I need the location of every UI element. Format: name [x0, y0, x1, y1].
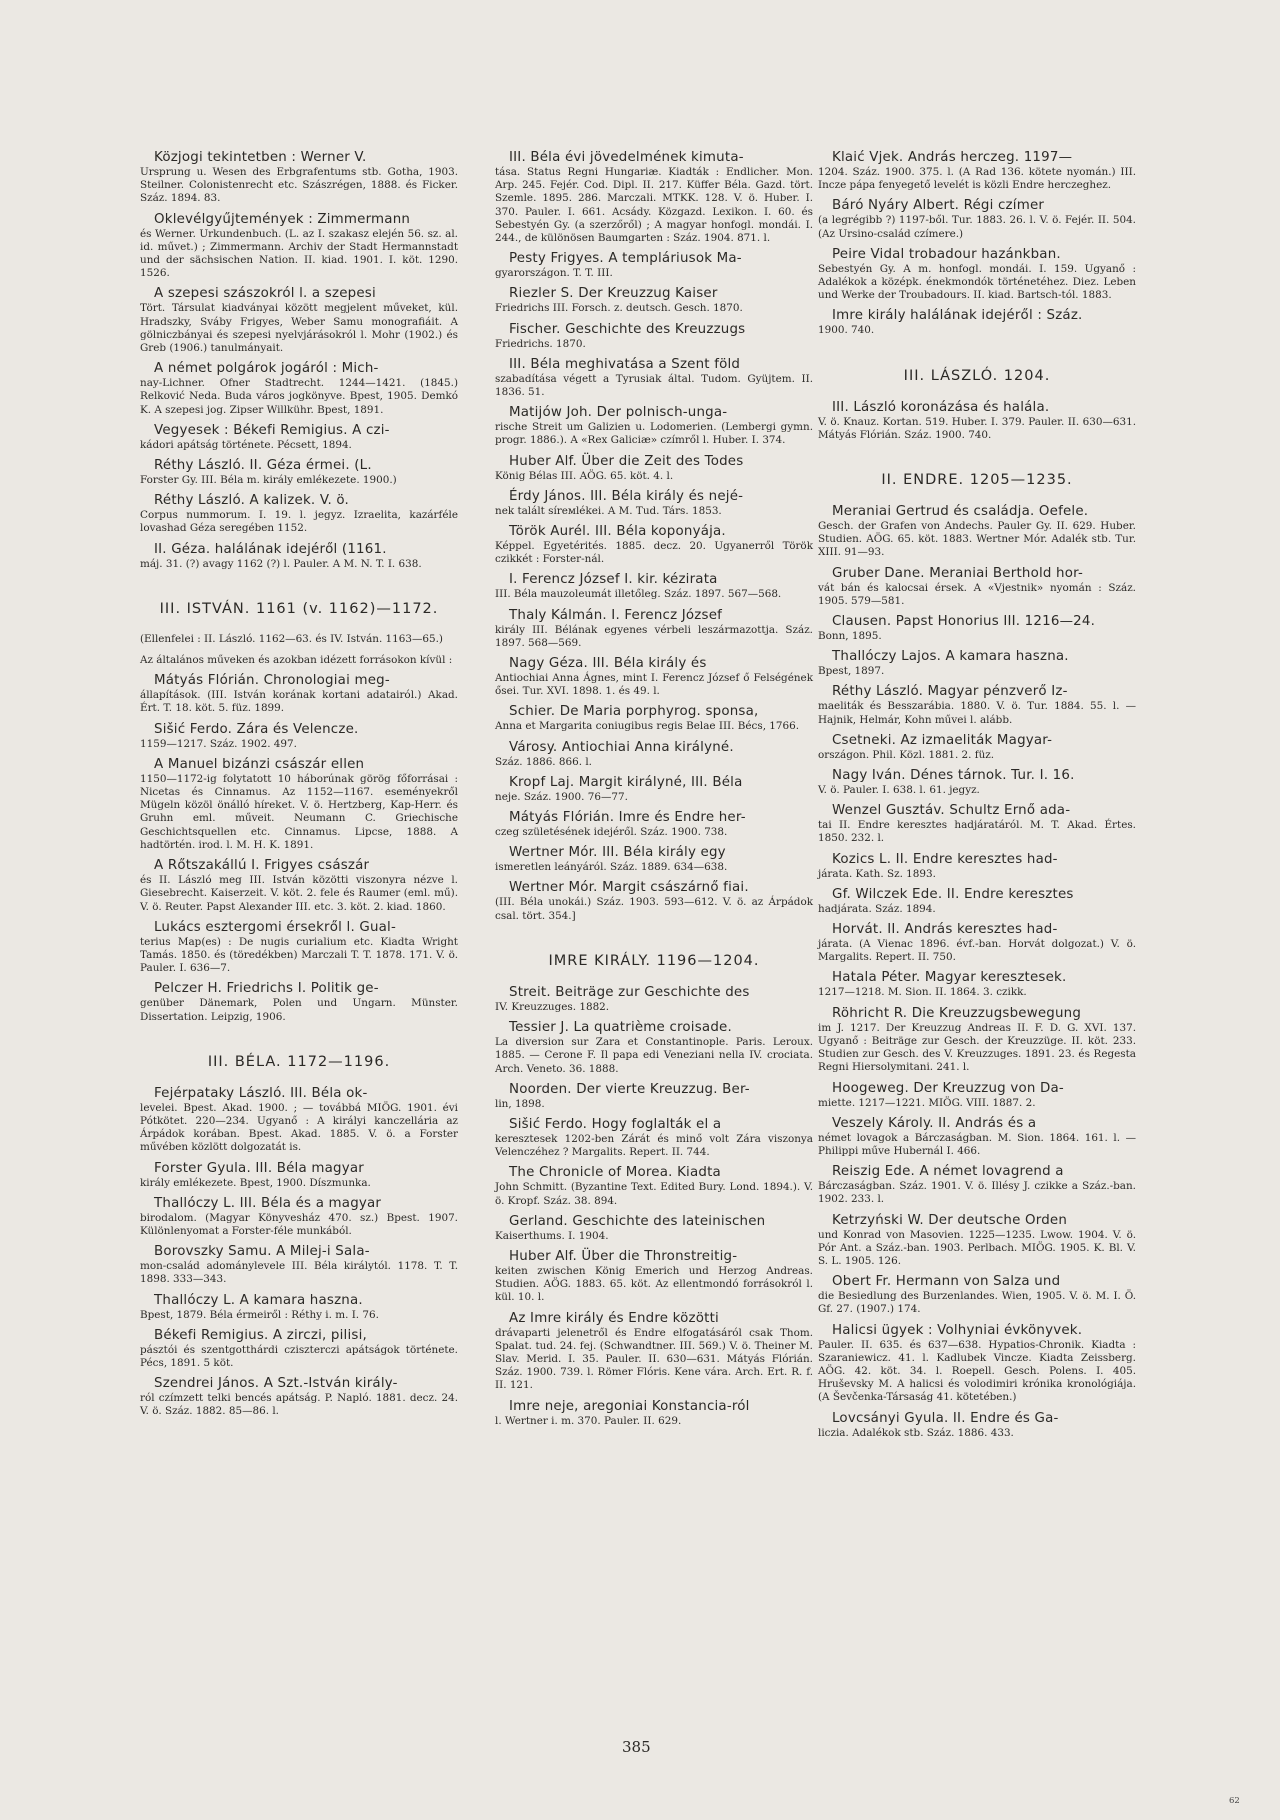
entry-heading: Imre neje, aregoniai Konstancia-ról	[509, 1398, 750, 1414]
entry-heading: Lovcsányi Gyula. II. Endre és Ga-	[832, 1410, 1059, 1426]
entry-heading: Thallóczy L. III. Béla és a magyar	[154, 1195, 382, 1211]
bibliography-entry	[495, 775, 813, 804]
entry-heading: Kropf Laj. Margit királyné, III. Béla	[509, 774, 743, 790]
entry-heading: Csetneki. Az izmaeliták Magyar-	[832, 732, 1053, 748]
entries-endre	[818, 504, 1136, 1440]
entry-heading: Riezler S. Der Kreuzzug Kaiser	[509, 286, 718, 302]
bibliography-entry	[495, 740, 813, 769]
entry-heading: Lukács esztergomi érsekről l. Gual-	[154, 919, 396, 935]
entry-heading: Meraniai Gertrud és családja. Oefele.	[832, 504, 1089, 520]
entry-heading: Érdy János. III. Béla király és nejé-	[509, 488, 744, 504]
entry-body: 1159—1217. Száz. 1902. 497.	[140, 737, 297, 750]
istvan-intro: Az általános műveken és azokban idézett forrásokon kívül :	[140, 654, 453, 667]
entry-body: Kaiserthums. I. 1904.	[495, 1229, 609, 1242]
entry-body: genüber Dänemark, Polen und Ungarn. Münster. Dissertation. Leipzig, 1906.	[140, 997, 458, 1023]
bibliography-entry	[140, 1086, 458, 1155]
entry-body: Anna et Margarita coniugibus regis Belae III. Bécs, 1766.	[495, 720, 800, 733]
entry-heading: A Manuel bizánzi császár ellen	[154, 756, 365, 772]
entry-body: király emlékezete. Bpest, 1900. Díszmunka.	[140, 1176, 371, 1189]
bibliography-entry	[818, 308, 1136, 337]
entry-heading: Clausen. Papst Honorius III. 1216—24.	[832, 614, 1096, 630]
bibliography-entry	[140, 542, 458, 571]
entry-heading: Röhricht R. Die Kreuzzugsbewegung	[832, 1005, 1082, 1021]
entry-heading: Huber Alf. Über die Zeit des Todes	[509, 453, 744, 469]
entry-heading: III. László koronázása és halála.	[832, 399, 1050, 415]
bibliography-entry	[818, 1323, 1136, 1405]
bibliography-entry	[818, 1006, 1136, 1075]
bibliography-entry	[495, 1249, 813, 1305]
entry-body: birodalom. (Magyar Könyvesház 470. sz.) Bpest. 1907. Különlenyomat a Forster-féle munkából.	[140, 1211, 458, 1237]
entry-body: gyarországon. T. T. III.	[495, 267, 613, 280]
entry-heading: Réthy László. A kalizek. V. ö.	[154, 493, 349, 509]
entry-body: Bpest, 1897.	[818, 665, 885, 678]
entry-heading: Forster Gyula. III. Béla magyar	[154, 1160, 364, 1176]
entry-body: 1900. 740.	[818, 324, 875, 337]
entry-heading: Sišić Ferdo. Hogy foglalták el a	[509, 1116, 722, 1132]
entry-body: mon-család adománylevele III. Béla királytól. 1178. T. T. 1898. 333—343.	[140, 1260, 458, 1286]
entry-body: Gesch. der Grafen von Andechs. Pauler Gy. II. 629. Huber. Studien. AÖG. 65. köt. 1883. Wertner Mór. Adalék stb. Tur. XIII. 91—93.	[818, 520, 1136, 559]
entry-body: 1217—1218. M. Sion. II. 1864. 3. czikk.	[818, 986, 1027, 999]
bibliography-entry	[495, 1082, 813, 1111]
istvan-note: (Ellenfelei : II. László. 1162—63. és IV. István. 1163—65.)	[140, 632, 443, 645]
entry-heading: I. Ferencz József I. kir. kézirata	[509, 572, 718, 588]
entry-body: czeg születésének idejéről. Száz. 1900. 738.	[495, 826, 728, 839]
entry-heading: Klaić Vjek. András herczeg. 1197—	[832, 150, 1073, 165]
bibliography-entry	[140, 1376, 458, 1418]
bibliography-entry	[140, 361, 458, 417]
bibliography-entry	[495, 1311, 813, 1393]
entry-body: und Konrad von Masovien. 1225—1235. Lwow. 1904. V. ö. Pór Ant. a Száz.-ban. 1903. Perlbach. MIÖG. 1905. K. Bl. V. S. L. 1905. 126.	[818, 1228, 1136, 1267]
entry-body: vát bán és kalocsai érsek. A «Vjestnik» nyomán : Száz. 1905. 579—581.	[818, 581, 1136, 607]
entry-body: John Schmitt. (Byzantine Text. Edited Bury. Lond. 1894.). V. ö. Kropf. Száz. 38. 894.	[495, 1181, 813, 1207]
entry-heading: Pelczer H. Friedrichs I. Politik ge-	[154, 981, 379, 997]
entry-heading: Imre király halálának idejéről : Száz.	[832, 308, 1083, 324]
entry-heading: Mátyás Flórián. Chronologiai meg-	[154, 673, 390, 689]
bibliography-entry	[495, 1020, 813, 1076]
entry-heading: Gruber Dane. Meraniai Berthold hor-	[832, 565, 1084, 581]
entry-body: Bonn, 1895.	[818, 630, 882, 643]
bibliography-entry	[495, 845, 813, 874]
column-1	[140, 150, 458, 1425]
entry-body: keiten zwischen König Emerich und Herzog Andreas. Studien. AÖG. 1883. 65. köt. Az ellentmondó forrásokról l. kül. 10. l.	[495, 1264, 813, 1304]
bibliography-entry	[818, 768, 1136, 797]
entry-heading: The Chronicle of Morea. Kiadta	[509, 1165, 721, 1181]
entry-heading: Török Aurél. III. Béla koponyája.	[509, 524, 726, 540]
entry-body: járata. Kath. Sz. 1893.	[818, 867, 936, 880]
bibliography-entry	[140, 423, 458, 452]
entry-heading: Wertner Mór. III. Béla király egy	[509, 845, 726, 861]
entry-heading: Matijów Joh. Der polnisch-unga-	[509, 405, 728, 421]
bibliography-entry	[495, 405, 813, 447]
entry-heading: Vegyesek : Békefi Remigius. A czi-	[154, 422, 390, 438]
bibliography-entry	[140, 1161, 458, 1190]
bibliography-entry	[495, 286, 813, 315]
bibliography-entry	[495, 880, 813, 922]
bibliography-entry	[818, 803, 1136, 845]
entry-body: Friedrichs III. Forsch. z. deutsch. Gesch. 1870.	[495, 302, 743, 315]
column-2	[495, 150, 813, 1434]
bibliography-entry	[818, 1411, 1136, 1440]
section-heading-laszlo: III. LÁSZLÓ. 1204.	[903, 367, 1051, 384]
entries-imre	[495, 985, 813, 1428]
entry-body: és II. László meg III. István közötti viszonyra nézve l. Giesebrecht. Kaiserzeit. V. köt. 2. fele és Raumer (eml. mű). V. ö. Reuter. Papst Alexander III. etc. 3. köt. 2. kiad. 1860.	[140, 874, 458, 913]
entry-heading: Sišić Ferdo. Zára és Velencze.	[154, 721, 359, 737]
bibliography-entry	[495, 1399, 813, 1428]
entries-bela-cont	[495, 150, 813, 923]
entry-body: König Bélas III. AÖG. 65. köt. 4. l.	[495, 469, 674, 482]
entry-heading: Mátyás Flórián. Imre és Endre her-	[509, 810, 746, 826]
entry-heading: Gerland. Geschichte des lateinischen	[509, 1213, 766, 1229]
entry-heading: Hoogeweg. Der Kreuzzug von Da-	[832, 1080, 1064, 1096]
entry-heading: Thallóczy Lajos. A kamara haszna.	[832, 649, 1069, 665]
entry-body: IV. Kreuzzuges. 1882.	[495, 1000, 610, 1013]
entry-body: ról czímzett telki bencés apátság. P. Napló. 1881. decz. 24. V. ö. Száz. 1882. 85—86. l.	[140, 1392, 458, 1418]
entry-heading: Báró Nyáry Albert. Régi czímer	[832, 198, 1045, 214]
bibliography-entry	[140, 1293, 458, 1322]
entry-heading: Tessier J. La quatrième croisade.	[509, 1020, 732, 1036]
entry-heading: Wenzel Gusztáv. Schultz Ernő ada-	[832, 803, 1071, 819]
bibliography-entry	[495, 1117, 813, 1159]
bibliography-entry	[818, 566, 1136, 608]
entry-heading: Schier. De Maria porphyrog. sponsa,	[509, 704, 759, 720]
bibliography-entry	[140, 757, 458, 852]
entry-heading: Reiszig Ede. A német lovagrend a	[832, 1164, 1064, 1180]
entry-heading: Pesty Frigyes. A templáriusok Ma-	[509, 251, 742, 267]
bibliography-entry	[140, 150, 458, 206]
entry-body: Corpus nummorum. I. 19. l. jegyz. Izraelita, kazárféle lovashad Géza seregében 1152.	[140, 509, 458, 535]
entry-heading: A német polgárok jogáról : Mich-	[154, 361, 379, 377]
bibliography-entry	[495, 322, 813, 351]
bibliography-entry	[140, 458, 458, 487]
bibliography-entry	[140, 981, 458, 1023]
entry-body: szabadítása végett a Tyrusiak által. Tudom. Gyüjtem. II. 1836. 51.	[495, 372, 813, 399]
bibliography-entry	[140, 1196, 458, 1238]
bibliography-entry	[495, 489, 813, 518]
section-heading-imre: IMRE KIRÁLY. 1196—1204.	[548, 952, 760, 969]
bibliography-entry	[495, 150, 813, 245]
entry-body: Bpest, 1879. Béla érmeiről : Réthy i. m. I. 76.	[140, 1308, 379, 1321]
entry-body: Antiochiai Anna Ágnes, mint I. Ferencz József ő Felségének ősei. Tur. XVI. 1898. 1. és 49. l.	[495, 672, 813, 698]
entry-body: Bárczaságban. Száz. 1901. V. ö. Illésy J. czikke a Száz.-ban. 1902. 233. l.	[818, 1180, 1136, 1206]
bibliography-entry	[818, 649, 1136, 678]
entries-kozjogi	[140, 150, 458, 571]
entry-heading: Szendrei János. A Szt.-István király-	[154, 1376, 398, 1392]
entry-body: maeliták és Besszarábia. 1880. V. ö. Tur. 1884. 55. l. — Hajnik, Helmár, Kohn művei l. alább.	[818, 700, 1136, 726]
entry-heading: Thaly Kálmán. I. Ferencz József	[509, 607, 723, 623]
entry-heading: Oklevélgyűjtemények : Zimmermann	[154, 211, 411, 227]
bibliography-entry	[818, 1274, 1136, 1316]
bibliography-entry	[818, 887, 1136, 916]
entry-body: 1204. Száz. 1900. 375. l. (A Rad 136. kötete nyomán.) III. Incze pápa fenyegető levelét is közli Endre herczeghez.	[818, 166, 1136, 192]
entry-heading: Noorden. Der vierte Kreuzzug. Ber-	[509, 1081, 750, 1097]
bibliography-entry	[818, 400, 1136, 442]
entry-heading: Horvát. II. András keresztes had-	[832, 922, 1058, 938]
bibliography-entry	[495, 656, 813, 698]
entry-heading: III. Béla meghivatása a Szent föld	[509, 356, 741, 372]
entry-body: drávaparti jelenetről és Endre elfogatásáról csak Thom. Spalat. tud. 24. fej. (Schwandtner. III. 569.) V. ö. Theiner M. Slav. Merid. I. 35. Pauler. II. 630—631. Mátyás Flórián. Száz. 1900. 739. l. Römer Flóris. Kene vára. Arch. Ert. R. f. II. 121.	[495, 1326, 813, 1392]
entry-body: III. Béla mauzoleumát illetőleg. Száz. 1897. 567—568.	[495, 588, 782, 601]
entry-body: Sebestyén Gy. A m. honfogl. mondái. I. 159. Ugyanő : Adalékok a középk. énekmondók történetéhez. Diez. Leben und Werke der Troubadours. II. kiad. Bartsch-tól. 1883.	[818, 262, 1136, 302]
entry-body: La diversion sur Zara et Constantinople. Paris. Leroux. 1885. — Cerone F. Il papa edi Veneziani nella IV. crociata. Arch. Veneto. 36. 1888.	[495, 1036, 813, 1075]
entry-body: V. ö. Knauz. Kortan. 519. Huber. I. 379. Pauler. II. 630—631. Mátyás Flórián. Száz. 1900. 740.	[818, 415, 1136, 441]
entry-heading: Ketrzyński W. Der deutsche Orden	[832, 1212, 1068, 1228]
entry-heading: Streit. Beiträge zur Geschichte des	[509, 984, 750, 1000]
bibliography-entry	[495, 985, 813, 1014]
entry-heading: III. Béla évi jövedelmének kimuta-	[509, 150, 744, 165]
entry-body: terius Map(es) : De nugis curialium etc. Kiadta Wright Tamás. 1850. és (töredékben) Marczali T. T. 1878. 171. V. ö. Pauler. I. 636—7.	[140, 935, 458, 975]
entry-heading: Városy. Antiochiai Anna királyné.	[509, 739, 734, 755]
entries-imre-cont	[818, 150, 1136, 338]
entry-heading: Peire Vidal trobadour hazánkban.	[832, 246, 1061, 262]
entry-heading: Gf. Wilczek Ede. II. Endre keresztes	[832, 886, 1074, 902]
bibliography-entry	[818, 504, 1136, 560]
column-3	[818, 150, 1136, 1446]
bibliography-entry	[140, 673, 458, 715]
entry-body: keresztesek 1202-ben Zárát és minő volt Zára viszonya Velenczéhez ? Margalits. Repert. II. 744.	[495, 1132, 813, 1159]
entry-heading: II. Géza. halálának idejéről (1161.	[154, 541, 387, 557]
bibliography-entry	[140, 920, 458, 976]
bibliography-entry	[818, 198, 1136, 240]
entry-body: Friedrichs. 1870.	[495, 337, 586, 350]
bibliography-entry	[818, 1213, 1136, 1269]
entry-heading: Hatala Péter. Magyar keresztesek.	[832, 970, 1067, 986]
entry-heading: Réthy László. Magyar pénzverő Iz-	[832, 684, 1068, 700]
entry-body: miette. 1217—1221. MIÖG. VIII. 1887. 2.	[818, 1096, 1036, 1109]
entry-heading: Az Imre király és Endre közötti	[509, 1310, 719, 1326]
entry-heading: Obert Fr. Hermann von Salza und	[832, 1274, 1061, 1290]
entry-body: tai II. Endre keresztes hadjáratáról. M. T. Akad. Értes. 1850. 232. l.	[818, 819, 1136, 845]
entry-body: (III. Béla unokái.) Száz. 1903. 593—612. V. ö. az Árpádok csal. tört. 354.]	[495, 896, 813, 922]
entry-body: levelei. Bpest. Akad. 1900. ; — továbbá MIÖG. 1901. évi Pótkötet. 220—234. Ugyanő : A királyi kanczellária az Árpádok korában. Bpest. Akad. 1885. V. ö. a Forster művében közlött dolgozatát is.	[140, 1101, 458, 1154]
entry-body: tása. Status Regni Hungariæ. Kiadták : Endlicher. Mon. Arp. 245. Fejér. Cod. Dipl. II. 217. Küffer Béla. Gazd. tört. Szemle. 1895. 286. Marczali. MTKK. 128. V. ö. Huber. I. 370. Pauler. I. 661. Acsády. Közgazd. Lexikon. I. 60. és Sebestyén Gy. (a szerzőről) ; A magyar honfogl. mondái. I. 244., de különösen Baumgarten : Száz. 1904. 871. l.	[495, 166, 813, 245]
entry-body: Pauler. II. 635. és 637—638. Hypatios-Chronik. Kiadta : Szaraniewicz. 41. l. Kadlubek Vincze. Kiadta Zeissberg. AÖG. 42. köt. 34. l. Roepell. Gesch. Polens. I. 405. Hruševsky M. A halicsi és volodimiri krónika kronológiája. (A Ševčenka-Társaság 41. kötetében.)	[818, 1338, 1136, 1404]
entries-bela	[140, 1086, 458, 1419]
entry-heading: Huber Alf. Über die Thronstreitig-	[509, 1248, 738, 1264]
entries-laszlo	[818, 400, 1136, 442]
bibliography-entry	[495, 251, 813, 280]
bibliography-entry	[818, 150, 1136, 192]
bibliography-entry	[495, 704, 813, 733]
bibliography-entry	[818, 1164, 1136, 1206]
entry-body: ismeretlen leányáról. Száz. 1889. 634—638.	[495, 861, 728, 874]
bibliography-entry	[140, 858, 458, 914]
entry-heading: A Rőtszakállú I. Frigyes császár	[154, 858, 370, 874]
bibliography-entry	[495, 608, 813, 650]
bibliography-entry	[818, 922, 1136, 964]
entry-body: máj. 31. (?) avagy 1162 (?) l. Pauler. A M. N. T. I. 638.	[140, 557, 422, 570]
bibliography-entry	[495, 1165, 813, 1207]
section-heading-istvan: III. ISTVÁN. 1161 (v. 1162)—1172.	[159, 600, 439, 617]
bibliography-entry	[140, 1328, 458, 1370]
entries-istvan	[140, 673, 458, 1023]
entry-body: Képpel. Egyetérités. 1885. decz. 20. Ugyanerről Török czikkét : Forster-nál.	[495, 540, 813, 566]
entry-body: pásztói és szentgotthárdi cziszterczi apátságok története. Pécs, 1891. 5 köt.	[140, 1343, 458, 1369]
entry-heading: Nagy Iván. Dénes tárnok. Tur. I. 16.	[832, 768, 1075, 784]
entry-body: die Besiedlung des Burzenlandes. Wien, 1905. V. ö. M. I. Ö. Gf. 27. (1907.) 174.	[818, 1290, 1136, 1316]
entry-heading: Borovszky Samu. A Milej-i Sala-	[154, 1244, 370, 1260]
entry-body: járata. (A Vienac 1896. évf.-ban. Horvát dolgozat.) V. ö. Margalits. Repert. II. 750.	[818, 938, 1136, 964]
bibliography-entry	[495, 1214, 813, 1243]
bibliography-entry	[818, 684, 1136, 726]
entry-body: országon. Phil. Közl. 1881. 2. füz.	[818, 748, 995, 761]
entry-body: V. ö. Pauler. I. 638. l. 61. jegyz.	[818, 784, 980, 797]
entry-body: l. Wertner i. m. 370. Pauler. II. 629.	[495, 1414, 682, 1427]
bibliography-entry	[818, 247, 1136, 303]
bibliography-entry	[495, 357, 813, 399]
entry-heading: A szepesi szászokról l. a szepesi	[154, 286, 376, 302]
entry-heading: Halicsi ügyek : Volhyniai évkönyvek.	[832, 1322, 1083, 1338]
entry-body: állapítások. (III. István korának kortani adatairól.) Akad. Ért. T. 18. köt. 5. füz. 1899.	[140, 689, 458, 715]
entry-heading: Fejérpataky László. III. Béla ok-	[154, 1085, 368, 1101]
entry-body: im J. 1217. Der Kreuzzug Andreas II. F. D. G. XVI. 137. Ugyanő : Beiträge zur Gesch. der Kreuzzüge. II. köt. 233. Studien zur Gesch. des V. Kreuzzuges. 1891. 23. és Regesta Regni Hiersolymitani. 241. l.	[818, 1021, 1136, 1074]
entry-body: Ursprung u. Wesen des Erbgrafentums stb. Gotha, 1903. Steilner. Colonistenrecht etc. Szászrégen, 1888. és Ficker. Száz. 1894. 83.	[140, 166, 458, 205]
bibliography-entry	[818, 852, 1136, 881]
entry-body: liczia. Adalékok stb. Száz. 1886. 433.	[818, 1426, 1014, 1439]
entry-heading: Veszely Károly. II. András és a	[832, 1115, 1037, 1131]
bibliography-entry	[495, 524, 813, 566]
entry-body: Forster Gy. III. Béla m. király emlékezete. 1900.)	[140, 474, 397, 487]
entry-body: és Werner. Urkundenbuch. (L. az I. szakasz elején 56. sz. al. id. művet.) ; Zimmermann. Archiv der Stadt Hermannstadt und der sächsischen Nation. II. kiad. 1901. I. köt. 1290. 1526.	[140, 227, 458, 280]
entry-heading: Nagy Géza. III. Béla király és	[509, 656, 707, 672]
entry-heading: Békefi Remigius. A zirczi, pilisi,	[154, 1327, 367, 1343]
bibliography-entry	[818, 1081, 1136, 1110]
entry-body: nek talált sírемlékei. A M. Tud. Társ. 1853.	[495, 504, 722, 517]
entry-body: kádori apátság története. Pécsett, 1894.	[140, 438, 352, 451]
entry-body: nay-Lichner. Ofner Stadtrecht. 1244—1421. (1845.) Relković Neda. Buda város jogkönyve. Bpest, 1905. Demkó K. A szepesi jog. Zipser Willkühr. Bpest, 1891.	[140, 377, 458, 416]
bibliography-entry	[818, 1116, 1136, 1158]
sheet-number: 62	[1229, 1796, 1240, 1806]
entry-body: hadjárata. Száz. 1894.	[818, 902, 936, 915]
entry-body: lin, 1898.	[495, 1097, 545, 1110]
bibliography-entry	[140, 212, 458, 281]
entry-body: rische Streit um Galizien u. Lodomerien. (Lembergi gymn. progr. 1886.). A «Rex Galiciæ» czímről l. Huber. I. 374.	[495, 421, 813, 447]
entry-body: neje. Száz. 1900. 76—77.	[495, 790, 628, 803]
section-heading-bela: III. BÉLA. 1172—1196.	[207, 1053, 391, 1070]
section-heading-endre: II. ENDRE. 1205—1235.	[881, 472, 1073, 489]
entry-body: német lovagok a Bárczaságban. M. Sion. 1864. 161. l. — Philippi műve Hubernál I. 466.	[818, 1131, 1136, 1157]
entry-heading: Wertner Mór. Margit császárnő fiai.	[509, 880, 749, 896]
bibliography-entry	[818, 970, 1136, 999]
entry-body: Száz. 1886. 866. l.	[495, 755, 592, 768]
bibliography-entry	[140, 1244, 458, 1286]
entry-body: Tört. Társulat kiadványai között megjelent műveket, kül. Hradszky, Sváby Frigyes, Weber Samu monografiáit. A gölniczbányai és szepesi nyelvjárásokról l. Mohr (1902.) és Greb (1906.) tanulmányait.	[140, 302, 458, 355]
entry-body: (a legrégibb ?) 1197-ből. Tur. 1883. 26. l. V. ö. Fejér. II. 504. (Az Ursino-család czímere.)	[818, 214, 1136, 240]
bibliography-entry	[495, 572, 813, 601]
entry-heading: Kozics L. II. Endre keresztes had-	[832, 851, 1058, 867]
entry-heading: Thallóczy L. A kamara haszna.	[154, 1292, 363, 1308]
bibliography-entry	[818, 733, 1136, 762]
entry-heading: Közjogi tekintetben : Werner V.	[154, 150, 367, 165]
entry-body: király III. Bélának egyenes vérbeli leszármazottja. Száz. 1897. 568—569.	[495, 623, 813, 649]
entry-heading: Fischer. Geschichte des Kreuzzugs	[509, 321, 746, 337]
bibliography-entry	[140, 722, 458, 751]
entry-heading: Réthy László. II. Géza érmei. (L.	[154, 458, 372, 474]
bibliography-entry	[495, 454, 813, 483]
bibliography-entry	[140, 286, 458, 355]
page-number: 385	[622, 1738, 651, 1756]
bibliography-entry	[495, 810, 813, 839]
bibliography-entry	[818, 614, 1136, 643]
bibliography-entry	[140, 493, 458, 535]
entry-body: 1150—1172-ig folytatott 10 háborúnak görög főforrásai : Nicetas és Cinnamus. Az 1152—1167. eseményekről Mügeln közöl önálló híreket. V. ö. Hertzberg, Kap-Herr. és Gruhn eml. műveit. Neumann C. Griechische Geschichtsquellen etc. Cinnamus. Lipcse, 1888. A hadtörtén. irod. l. M. H. K. 1891.	[140, 772, 458, 851]
